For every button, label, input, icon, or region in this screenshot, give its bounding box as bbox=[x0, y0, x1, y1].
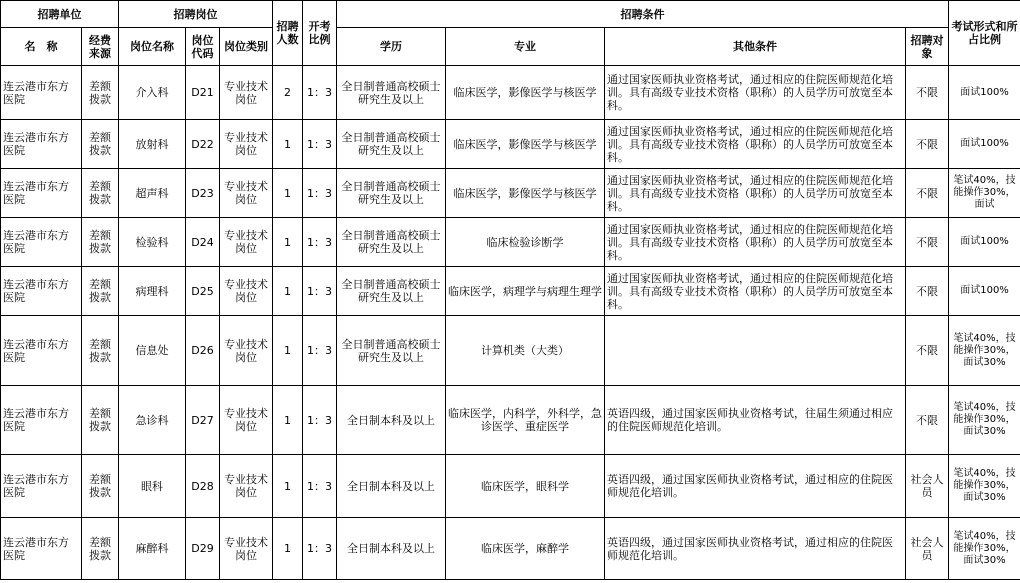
cell-num: 1 bbox=[273, 267, 303, 316]
cell-other: 英语四级，通过国家医师执业资格考试，通过相应的住院医师规范化培训。 bbox=[605, 518, 906, 580]
cell-num: 1 bbox=[273, 455, 303, 518]
cell-edu: 全日制本科及以上 bbox=[337, 386, 446, 455]
cell-funding: 差额拨款 bbox=[82, 316, 119, 386]
cell-target: 不限 bbox=[906, 316, 949, 386]
cell-post: 放射科 bbox=[119, 120, 186, 169]
header-num: 招聘人数 bbox=[273, 1, 303, 66]
table-row bbox=[1, 66, 1020, 120]
cell-edu: 全日制本科及以上 bbox=[337, 518, 446, 580]
cell-unit: 连云港市东方医院 bbox=[1, 120, 82, 169]
cell-post: 介入科 bbox=[119, 66, 186, 120]
cell-unit: 连云港市东方医院 bbox=[1, 267, 82, 316]
cell-exam: 面试100% bbox=[949, 66, 1020, 120]
cell-post: 眼科 bbox=[119, 455, 186, 518]
cell-funding: 差额拨款 bbox=[82, 386, 119, 455]
cell-type: 专业技术岗位 bbox=[220, 386, 273, 455]
cell-code: D29 bbox=[186, 518, 220, 580]
cell-major: 临床医学，影像医学与核医学 bbox=[446, 169, 605, 218]
cell-num: 1 bbox=[273, 518, 303, 580]
cell-exam: 笔试40%，技能操作30%，面试30% bbox=[949, 316, 1020, 386]
cell-unit: 连云港市东方医院 bbox=[1, 169, 82, 218]
table-row bbox=[1, 518, 1020, 580]
cell-code: D24 bbox=[186, 218, 220, 267]
cell-other: 通过国家医师执业资格考试，通过相应的住院医师规范化培训。具有高级专业技术资格（职称）的人员学历可放宽至本科。 bbox=[605, 120, 906, 169]
cell-unit: 连云港市东方医院 bbox=[1, 316, 82, 386]
cell-ratio: 1：3 bbox=[303, 518, 337, 580]
cell-num: 1 bbox=[273, 120, 303, 169]
header-post-type: 岗位类别 bbox=[220, 28, 273, 66]
cell-type: 专业技术岗位 bbox=[220, 267, 273, 316]
cell-num: 1 bbox=[273, 218, 303, 267]
header-target: 招聘对象 bbox=[906, 28, 949, 66]
cell-ratio: 1：3 bbox=[303, 267, 337, 316]
cell-num: 1 bbox=[273, 386, 303, 455]
header-ratio: 开考比例 bbox=[303, 1, 337, 66]
cell-type: 专业技术岗位 bbox=[220, 169, 273, 218]
table-row bbox=[1, 316, 1020, 386]
cell-num: 1 bbox=[273, 169, 303, 218]
cell-target: 不限 bbox=[906, 386, 949, 455]
cell-funding: 差额拨款 bbox=[82, 455, 119, 518]
header-post-code: 岗位代码 bbox=[186, 28, 220, 66]
cell-funding: 差额拨款 bbox=[82, 518, 119, 580]
cell-ratio: 1：3 bbox=[303, 386, 337, 455]
cell-major: 临床医学，影像医学与核医学 bbox=[446, 66, 605, 120]
cell-target: 不限 bbox=[906, 169, 949, 218]
header-unit-group: 招聘单位 bbox=[1, 1, 119, 28]
cell-code: D25 bbox=[186, 267, 220, 316]
header-unit-name: 名 称 bbox=[1, 28, 82, 66]
cell-type: 专业技术岗位 bbox=[220, 316, 273, 386]
header-major: 专业 bbox=[446, 28, 605, 66]
cell-target: 社会人员 bbox=[906, 455, 949, 518]
cell-other: 通过国家医师执业资格考试，通过相应的住院医师规范化培训。具有高级专业技术资格（职称）的人员学历可放宽至本科。 bbox=[605, 218, 906, 267]
cell-post: 检验科 bbox=[119, 218, 186, 267]
cell-ratio: 1：3 bbox=[303, 66, 337, 120]
cell-major: 临床医学，影像医学与核医学 bbox=[446, 120, 605, 169]
table-row bbox=[1, 218, 1020, 267]
cell-exam: 面试100% bbox=[949, 120, 1020, 169]
table-row bbox=[1, 386, 1020, 455]
cell-other: 通过国家医师执业资格考试，通过相应的住院医师规范化培训。具有高级专业技术资格（职称）的人员学历可放宽至本科。 bbox=[605, 66, 906, 120]
cell-code: D22 bbox=[186, 120, 220, 169]
table-row bbox=[1, 120, 1020, 169]
cell-target: 不限 bbox=[906, 66, 949, 120]
cell-post: 麻醉科 bbox=[119, 518, 186, 580]
cell-other bbox=[605, 316, 906, 386]
cell-code: D23 bbox=[186, 169, 220, 218]
cell-code: D28 bbox=[186, 455, 220, 518]
header-edu: 学历 bbox=[337, 28, 446, 66]
cell-major: 临床医学，麻醉学 bbox=[446, 518, 605, 580]
table-row bbox=[1, 267, 1020, 316]
cell-ratio: 1：3 bbox=[303, 455, 337, 518]
cell-target: 社会人员 bbox=[906, 518, 949, 580]
table-row bbox=[1, 455, 1020, 518]
table-row bbox=[1, 169, 1020, 218]
cell-num: 2 bbox=[273, 66, 303, 120]
cell-post: 病理科 bbox=[119, 267, 186, 316]
cell-code: D21 bbox=[186, 66, 220, 120]
cell-major: 临床医学，眼科学 bbox=[446, 455, 605, 518]
cell-edu: 全日制本科及以上 bbox=[337, 455, 446, 518]
cell-exam: 面试100% bbox=[949, 218, 1020, 267]
cell-code: D26 bbox=[186, 316, 220, 386]
cell-type: 专业技术岗位 bbox=[220, 120, 273, 169]
cell-type: 专业技术岗位 bbox=[220, 66, 273, 120]
cell-major: 计算机类（大类） bbox=[446, 316, 605, 386]
cell-target: 不限 bbox=[906, 218, 949, 267]
cell-post: 急诊科 bbox=[119, 386, 186, 455]
header-post-group: 招聘岗位 bbox=[119, 1, 273, 28]
cell-type: 专业技术岗位 bbox=[220, 218, 273, 267]
header-exam: 考试形式和所占比例 bbox=[949, 1, 1020, 66]
cell-other: 英语四级，通过国家医师执业资格考试，往届生须通过相应的住院医师规范化培训。 bbox=[605, 386, 906, 455]
cell-ratio: 1：3 bbox=[303, 316, 337, 386]
header-cond-group: 招聘条件 bbox=[337, 1, 949, 28]
cell-exam: 笔试40%，技能操作30%，面试30% bbox=[949, 518, 1020, 580]
cell-exam: 笔试40%，技能操作30%，面试 bbox=[949, 169, 1020, 218]
cell-post: 超声科 bbox=[119, 169, 186, 218]
cell-edu: 全日制普通高校硕士研究生及以上 bbox=[337, 66, 446, 120]
header-funding: 经费来源 bbox=[82, 28, 119, 66]
cell-funding: 差额拨款 bbox=[82, 218, 119, 267]
cell-funding: 差额拨款 bbox=[82, 169, 119, 218]
cell-type: 专业技术岗位 bbox=[220, 455, 273, 518]
cell-unit: 连云港市东方医院 bbox=[1, 218, 82, 267]
cell-unit: 连云港市东方医院 bbox=[1, 455, 82, 518]
cell-other: 通过国家医师执业资格考试，通过相应的住院医师规范化培训。具有高级专业技术资格（职称）的人员学历可放宽至本科。 bbox=[605, 169, 906, 218]
header-post-name: 岗位名称 bbox=[119, 28, 186, 66]
cell-funding: 差额拨款 bbox=[82, 66, 119, 120]
cell-exam: 面试100% bbox=[949, 267, 1020, 316]
cell-edu: 全日制普通高校硕士研究生及以上 bbox=[337, 218, 446, 267]
cell-num: 1 bbox=[273, 316, 303, 386]
cell-target: 不限 bbox=[906, 120, 949, 169]
cell-code: D27 bbox=[186, 386, 220, 455]
cell-funding: 差额拨款 bbox=[82, 267, 119, 316]
cell-major: 临床医学，病理学与病理生理学 bbox=[446, 267, 605, 316]
cell-other: 通过国家医师执业资格考试，通过相应的住院医师规范化培训。具有高级专业技术资格（职称）的人员学历可放宽至本科。 bbox=[605, 267, 906, 316]
cell-edu: 全日制普通高校硕士研究生及以上 bbox=[337, 267, 446, 316]
cell-other: 英语四级，通过国家医师执业资格考试，通过相应的住院医师规范化培训。 bbox=[605, 455, 906, 518]
cell-ratio: 1：3 bbox=[303, 169, 337, 218]
cell-ratio: 1：3 bbox=[303, 218, 337, 267]
cell-target: 不限 bbox=[906, 267, 949, 316]
cell-funding: 差额拨款 bbox=[82, 120, 119, 169]
cell-exam: 笔试40%，技能操作30%，面试30% bbox=[949, 455, 1020, 518]
cell-unit: 连云港市东方医院 bbox=[1, 386, 82, 455]
cell-major: 临床检验诊断学 bbox=[446, 218, 605, 267]
cell-unit: 连云港市东方医院 bbox=[1, 66, 82, 120]
cell-type: 专业技术岗位 bbox=[220, 518, 273, 580]
cell-exam: 笔试40%，技能操作30%，面试30% bbox=[949, 386, 1020, 455]
cell-edu: 全日制普通高校硕士研究生及以上 bbox=[337, 316, 446, 386]
cell-edu: 全日制普通高校硕士研究生及以上 bbox=[337, 120, 446, 169]
cell-edu: 全日制普通高校硕士研究生及以上 bbox=[337, 169, 446, 218]
header-other: 其他条件 bbox=[605, 28, 906, 66]
cell-ratio: 1：3 bbox=[303, 120, 337, 169]
cell-post: 信息处 bbox=[119, 316, 186, 386]
cell-major: 临床医学，内科学，外科学，急诊医学、重症医学 bbox=[446, 386, 605, 455]
cell-unit: 连云港市东方医院 bbox=[1, 518, 82, 580]
